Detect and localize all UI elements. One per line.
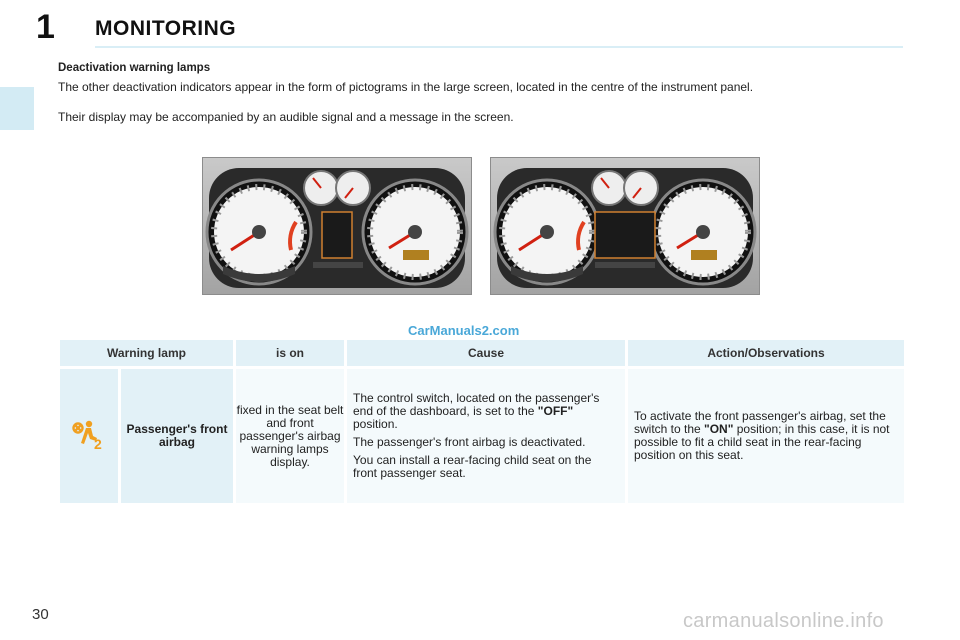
header-is-on: is on xyxy=(236,340,344,369)
audible-signal-paragraph: Their display may be accompanied by an audible signal and a message in the screen. xyxy=(58,110,514,124)
warning-lamp-table xyxy=(57,340,907,503)
cause-child-seat: You can install a rear-facing child seat on the front passenger seat. xyxy=(353,453,592,480)
page-number: 30 xyxy=(32,606,49,623)
action-observations-description: To activate the front passenger's airbag, set the switch to the "ON" position; in this case, it is not possible to fit a child seat in the rear-facing position on this seat. xyxy=(628,369,904,503)
off-keyword: "OFF" xyxy=(537,404,574,418)
svg-text:2: 2 xyxy=(94,435,102,451)
passenger-airbag-off-icon xyxy=(71,435,107,454)
chapter-title: MONITORING xyxy=(95,17,237,40)
carmanuals-watermark[interactable]: CarManuals2.com xyxy=(408,323,520,338)
section-heading: Deactivation warning lamps xyxy=(58,62,211,74)
cause-description xyxy=(347,369,625,503)
table-row xyxy=(60,369,904,503)
cause-airbag-deactivated: The passenger's front airbag is deactivated. xyxy=(353,435,586,449)
instrument-cluster-small-screen-image xyxy=(202,157,472,295)
carmanualsonline-watermark[interactable]: carmanualsonline.info xyxy=(683,610,884,632)
header-action-observations: Action/Observations xyxy=(628,340,904,369)
instrument-cluster-large-screen-image xyxy=(490,157,760,295)
on-keyword: "ON" xyxy=(704,422,734,436)
warning-lamp-name: Passenger's front airbag xyxy=(121,369,233,503)
chapter-number: 1 xyxy=(36,8,55,46)
header-warning-lamp: Warning lamp xyxy=(60,340,233,369)
is-on-description: fixed in the seat belt and front passenger's airbag warning lamps display. xyxy=(236,369,344,503)
intro-paragraph: The other deactivation indicators appear in the form of pictograms in the large screen, located in the centre of the instrument panel. xyxy=(58,80,754,94)
title-rule xyxy=(95,46,903,48)
header-cause: Cause xyxy=(347,340,625,369)
table-header-row xyxy=(60,340,904,369)
warning-lamp-icon-cell xyxy=(60,369,118,503)
cause-switch-off: The control switch, located on the passenger's end of the dashboard, is set to the "OFF" position. xyxy=(353,391,600,431)
chapter-side-tab xyxy=(0,87,34,130)
